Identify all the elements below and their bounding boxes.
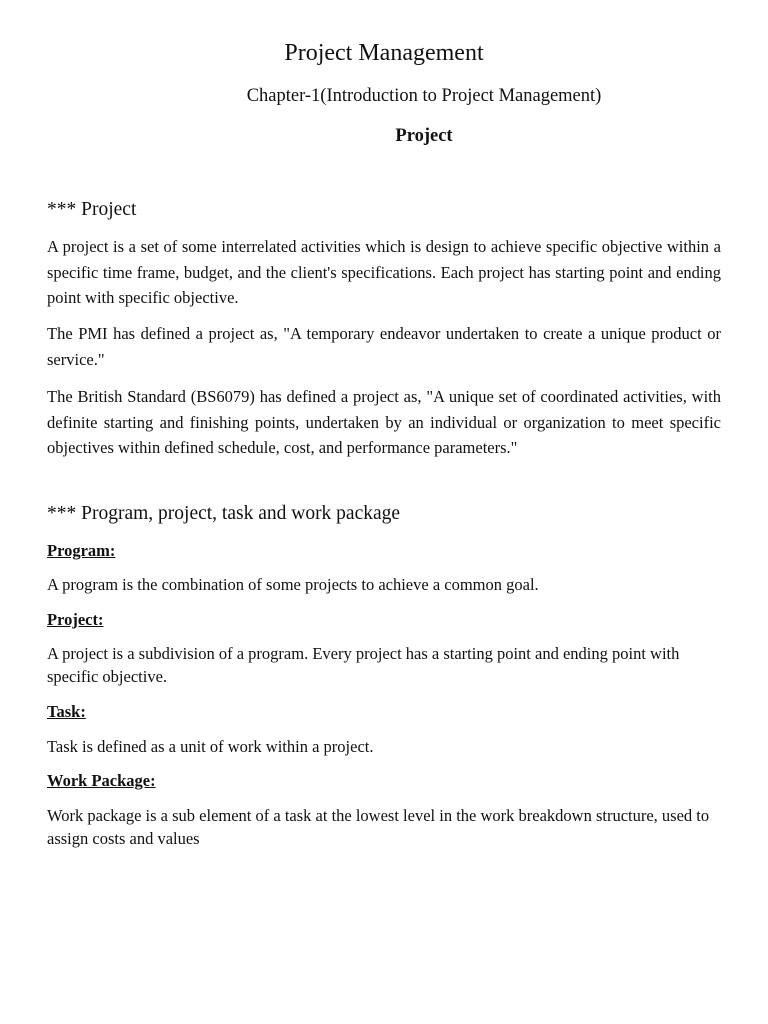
project-label: Project: — [47, 610, 104, 629]
hierarchy-heading: *** Program, project, task and work package — [47, 503, 401, 524]
work-package-text: Work package is a sub element of a task at the lowest level in the work breakdown structure, used to assign costs and values — [47, 806, 710, 848]
program-text: A program is the combination of some projects to achieve a common goal. — [47, 575, 539, 594]
project-paragraph-3: The British Standard (BS6079) has defined a project as, "A unique set of coordinated activities, with definite starting and finishing points, undertaken by an individual or organization to meet specific objectives within defined schedule, cost, and performance parameters." — [47, 387, 721, 457]
project-heading: *** Project — [47, 199, 137, 220]
document-title: Project Management — [284, 40, 484, 66]
work-package-label: Work Package: — [47, 771, 156, 790]
task-label: Task: — [47, 702, 86, 721]
project-paragraph-1: A project is a set of some interrelated activities which is design to achieve specific objective within a specific time frame, budget, and the client's specifications. Each project has starting point and ending point with specific objective. — [47, 237, 721, 307]
project-paragraph-2: The PMI has defined a project as, "A temporary endeavor undertaken to create a unique product or service." — [47, 324, 721, 369]
section-subtitle: Project — [395, 126, 453, 146]
project-text: A project is a subdivision of a program. Every project has a starting point and ending point with specific objective. — [47, 644, 680, 686]
task-text: Task is defined as a unit of work within a project. — [47, 737, 374, 756]
program-label: Program: — [47, 541, 116, 560]
chapter-title: Chapter-1(Introduction to Project Management) — [246, 86, 602, 106]
